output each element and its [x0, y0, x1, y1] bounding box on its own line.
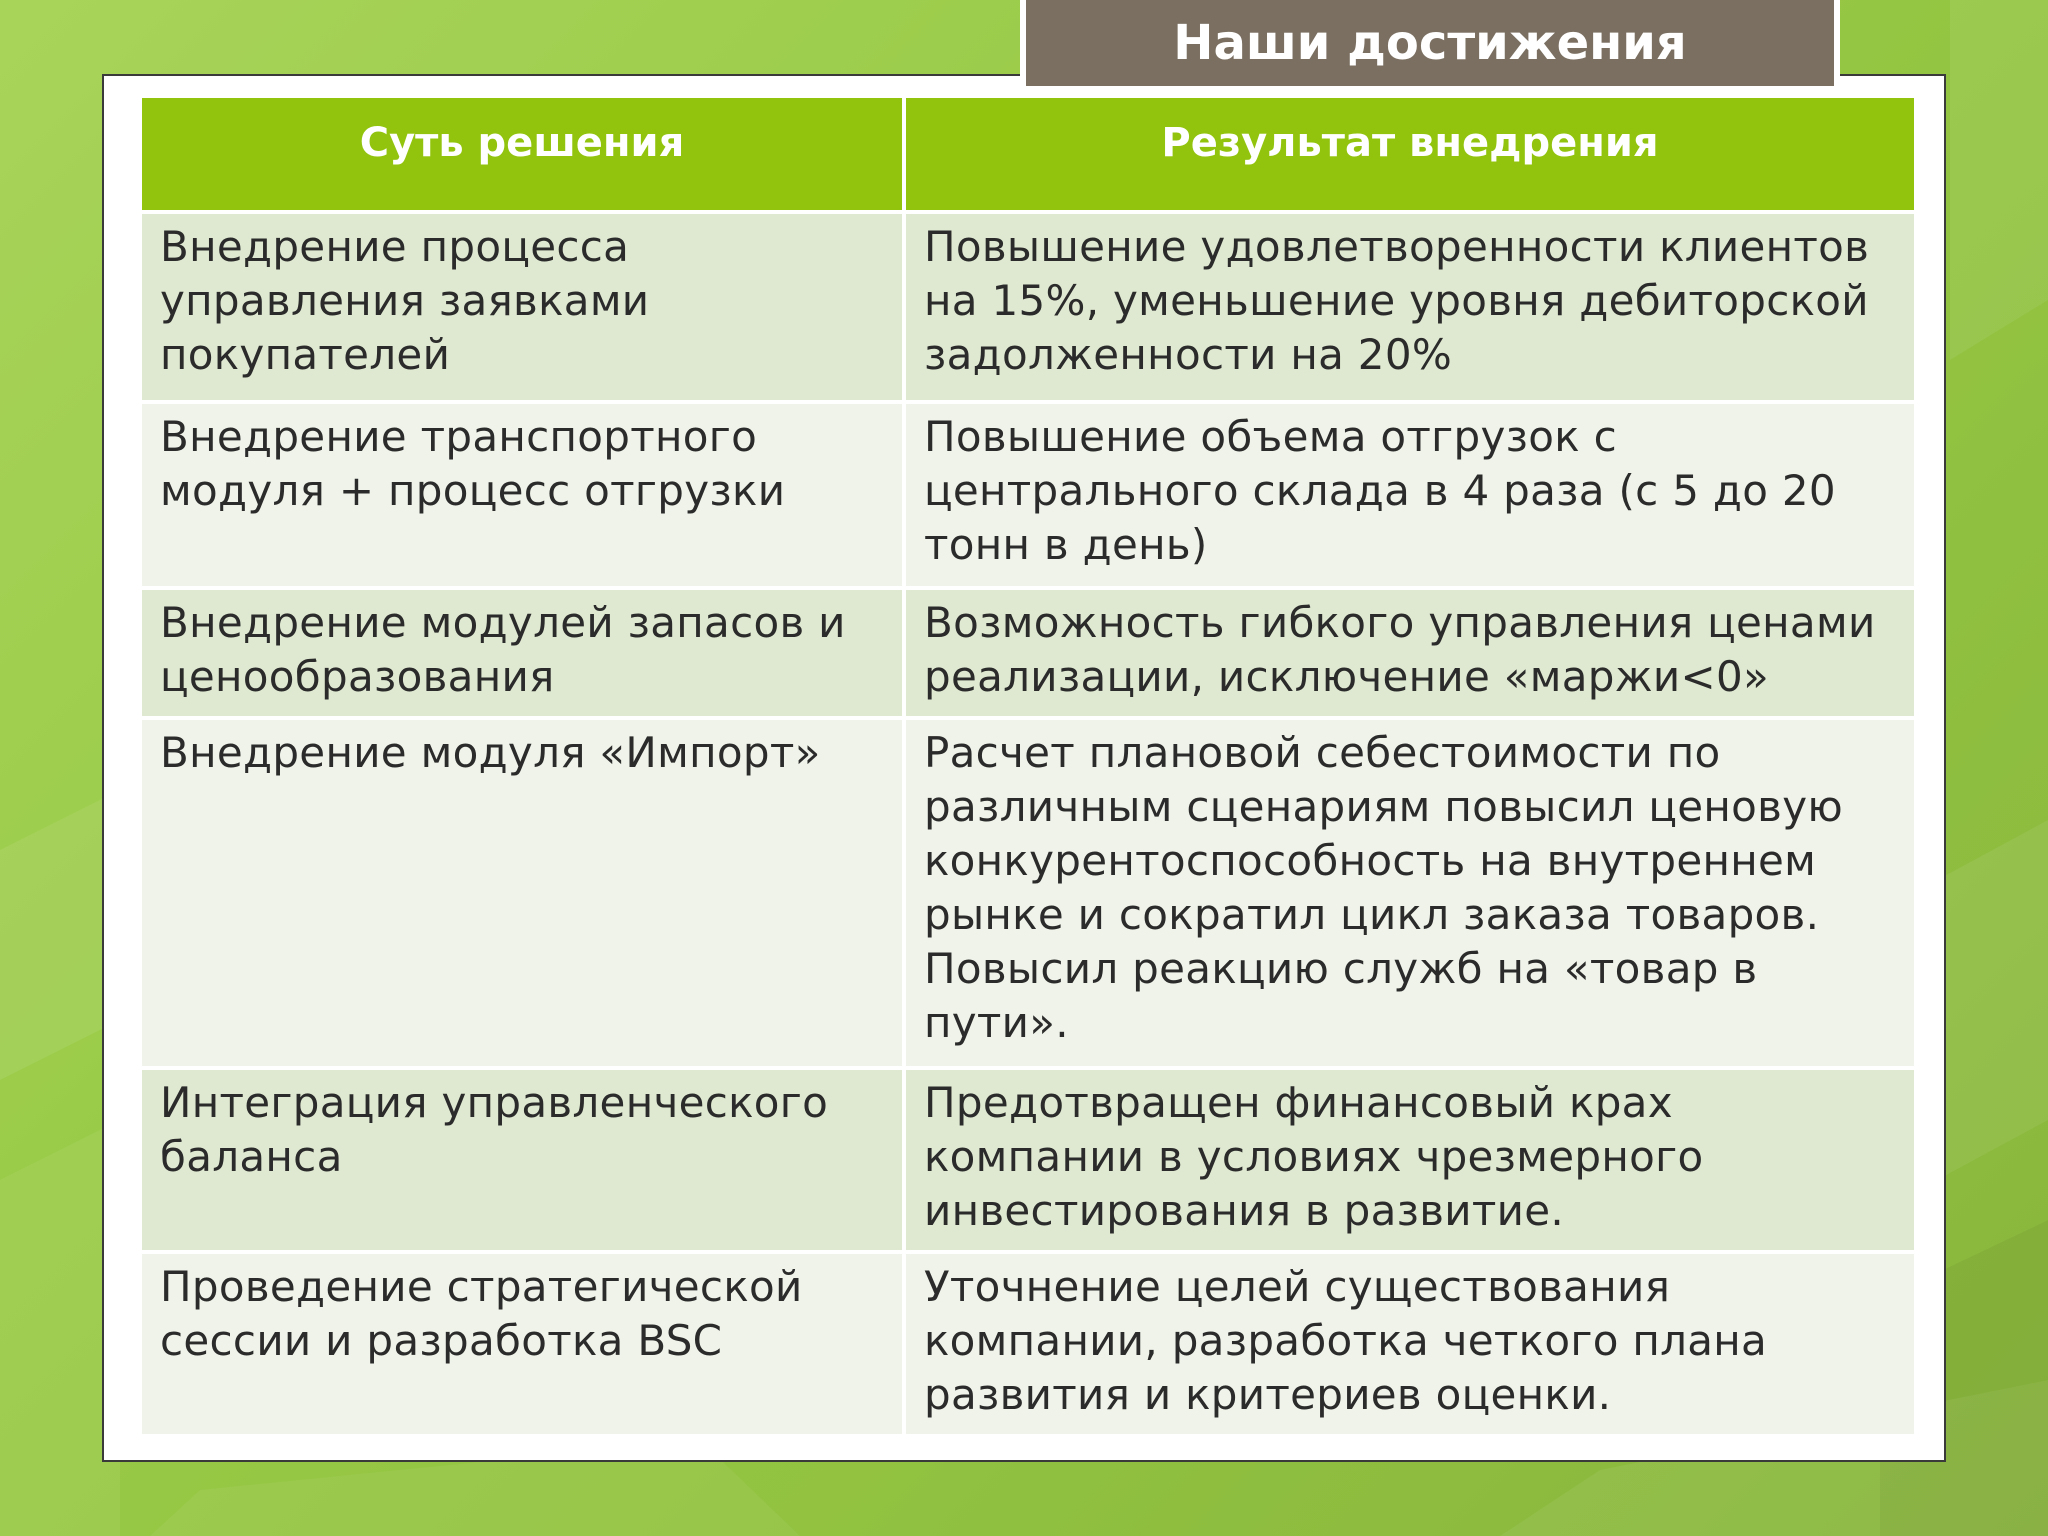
cell-solution: Внедрение процесса управления заявками покупателей [142, 214, 902, 400]
cell-solution: Интеграция управленческого баланса [142, 1070, 902, 1250]
table-row [142, 404, 1914, 586]
cell-result: Расчет плановой себестоимости по различным сценариям повысил ценовую конкурентоспособность на внутреннем рынке и сократил цикл заказа товаров. Повысил реакцию служб на «товар в пути». [906, 720, 1914, 1066]
table-row [142, 1070, 1914, 1250]
cell-solution: Внедрение модулей запасов и ценообразования [142, 590, 902, 716]
cell-solution: Внедрение транспортного модуля + процесс отгрузки [142, 404, 902, 586]
content-panel [102, 74, 1946, 1462]
cell-solution: Внедрение модуля «Импорт» [142, 720, 902, 1066]
table-row [142, 590, 1914, 716]
cell-result: Предотвращен финансовый крах компании в условиях чрезмерного инвестирования в развитие. [906, 1070, 1914, 1250]
slide-title: Наши достижения [1020, 0, 1840, 92]
table-row [142, 1254, 1914, 1434]
cell-result: Возможность гибкого управления ценами реализации, исключение «маржи<0» [906, 590, 1914, 716]
cell-result: Повышение объема отгрузок с центрального склада в 4 раза (с 5 до 20 тонн в день) [906, 404, 1914, 586]
cell-solution: Проведение стратегической сессии и разработка BSC [142, 1254, 902, 1434]
table-header-row [142, 98, 1914, 210]
column-header-solution: Суть решения [142, 98, 902, 210]
cell-result: Уточнение целей существования компании, разработка четкого плана развития и критериев оценки. [906, 1254, 1914, 1434]
column-header-result: Результат внедрения [906, 98, 1914, 210]
achievements-table [138, 94, 1918, 1438]
table-row [142, 214, 1914, 400]
cell-result: Повышение удовлетворенности клиентов на 15%, уменьшение уровня дебиторской задолженности на 20% [906, 214, 1914, 400]
table-row [142, 720, 1914, 1066]
